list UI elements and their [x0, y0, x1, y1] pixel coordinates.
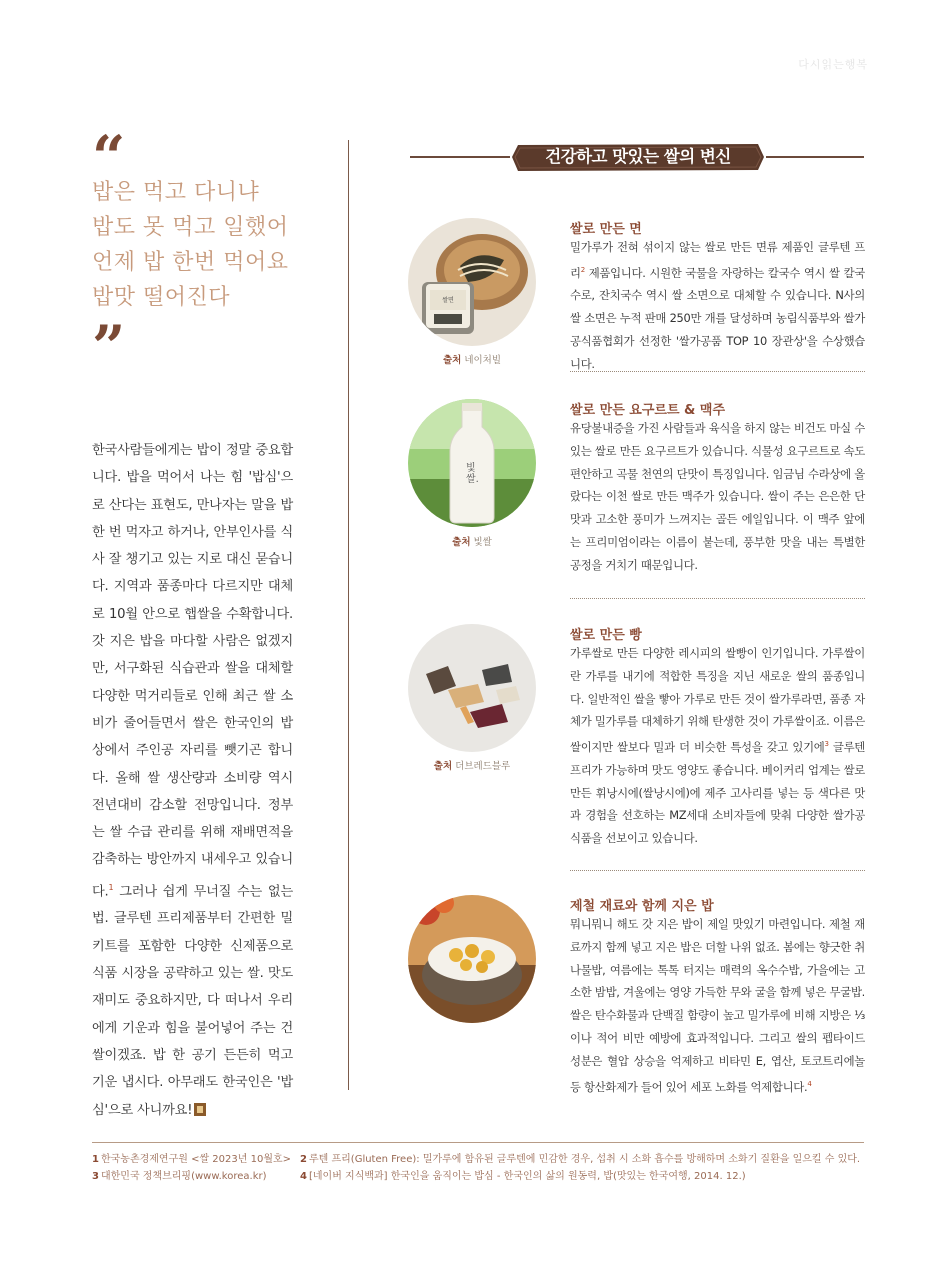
image-credit [408, 758, 536, 772]
section-title: 쌀로 만든 요구르트 & 맥주 [570, 403, 726, 418]
credit-source: 더브레드블루 [455, 761, 511, 772]
section-divider [570, 598, 865, 599]
bottle-image [408, 399, 536, 527]
footnote-text: 대한민국 정책브리핑(www.korea.kr) [100, 1171, 267, 1182]
credit-label: 출처 [452, 537, 471, 548]
footnote-ref: 2 [580, 265, 585, 274]
footnote-ref: 1 [108, 882, 114, 892]
banner-rule-left [410, 156, 510, 158]
intro-paragraph-2: 그러나 쉽게 무너질 수는 없는 법. 글루텐 프리제품부터 간편한 밀키트를 포함한 다양한 신제품으로 식품 시장을 공략하고 있는 쌀. 맛도 재미도 중요하지만, 다 떠나서 우리에게 기운과 힘을 불어넣어 주는 건 쌀이겠죠. 밥 한 공기 든든히 먹고 기운 냅시다. 아무래도 한국인은 '밥심'으로 사니까요! [92, 884, 293, 1118]
credit-label: 출처 [442, 355, 462, 366]
body-text-2: 제품입니다. 시원한 국물을 자랑하는 칼국수 역시 쌀 칼국수로, 잔치국수 역시 쌀 소면으로 대체할 수 있습니다. N사의 쌀 소면은 누적 판매 250만 개를 달성하며 농림식품부와 쌀가공식품협회가 선정한 '쌀가공품 TOP 10 장관상'을 수상했습니다. [570, 265, 865, 371]
footnote-number: 4 [300, 1171, 307, 1182]
footnote-item [92, 1151, 300, 1168]
footnote-number: 3 [92, 1171, 99, 1182]
intro-paragraph: 한국사람들에게는 밥이 정말 중요합니다. 밥을 먹어서 나는 힘 '밥심'으로 산다는 표현도, 만나자는 말을 밥 한 번 먹자고 하거나, 안부인사를 식사 잘 챙기고 있는 지로 대신 묻습니다. 지역과 품종마다 다르지만 대체로 10월 안으로 햅쌀을 수확합니다. 갓 지은 밥을 마다할 사람은 없겠지만, 서구화된 식습관과 쌀을 대체할 다양한 먹거리들로 인해 최근 쌀 소비가 줄어들면서 쌀은 한국인의 밥상에서 주인공 자리를 뺏기곤 합니다. 올해 쌀 생산량과 소비량 역시 전년대비 감소할 전망입니다. 정부는 쌀 수급 관리를 위해 재배면적을 감축하는 방안까지 내세우고 있습니다. [92, 443, 293, 900]
footnote-text: 루텐 프리(Gluten Free): 밀가루에 함유된 글루텐에 민감한 경우, 섭취 시 소화 흡수를 방해하며 소화기 질환을 일으킬 수 있다. [308, 1154, 861, 1165]
footnote-ref: 3 [824, 740, 829, 749]
footnote-item [300, 1168, 864, 1185]
column-divider [348, 140, 349, 1090]
poem-line: 밥맛 떨어진다 [92, 285, 231, 310]
poem-line: 밥도 못 먹고 일했어 [92, 215, 289, 240]
banner-title: 건강하고 맛있는 쌀의 변신 [545, 147, 731, 166]
chestnut-rice-image [408, 895, 536, 1023]
section-divider [570, 371, 865, 372]
close-quote-icon: ” [92, 313, 126, 381]
poem-line: 밥은 먹고 다니냐 [92, 180, 260, 205]
bread-image [408, 624, 536, 752]
footnote-text: 한국농촌경제연구원 <쌀 2023년 10월호> [100, 1154, 292, 1165]
footnotes [92, 1142, 864, 1185]
footnote-item [92, 1168, 300, 1185]
end-mark-icon [194, 1103, 206, 1116]
section-title: 제철 재료와 함께 지은 밥 [570, 899, 714, 914]
banner [510, 141, 766, 173]
intro-text [92, 437, 293, 1124]
section-divider [570, 870, 865, 871]
image-credit [408, 534, 536, 548]
credit-source: 네이처빌 [464, 355, 502, 366]
header-mark: 다시읽는행복 [798, 58, 868, 71]
credit-source: 빛쌀 [473, 537, 492, 548]
section-title: 쌀로 만든 빵 [570, 628, 642, 643]
section-body [570, 236, 865, 376]
poem [92, 175, 332, 315]
body-text-2: 글루텐 프리가 가능하며 맛도 영양도 좋습니다. 베이커리 업계는 쌀로 만든 휘낭시에(쌀낭시에)에 제주 고사리를 넣는 등 색다른 맛과 경험을 선호하는 MZ세대 소비자들에 맞춰 다양한 쌀가공식품을 선보이고 있습니다. [570, 739, 865, 846]
footnote-ref: 4 [807, 1079, 812, 1088]
body-text: 뭐니뭐니 해도 갓 지은 밥이 제일 맛있기 마련입니다. 제철 재료까지 함께 넣고 지은 밥은 더할 나위 없죠. 봄에는 향긋한 취나물밥, 여름에는 톡톡 터지는 매력의 옥수수밥, 가을에는 고소한 밤밥, 겨울에는 영양 가득한 무와 굴을 함께 넣은 무굴밥. 쌀은 탄수화물과 단백질 함량이 높고 밀가루에 비해 지방은 ⅓이나 적어 비만 예방에 효과적입니다. 그리고 쌀의 펩타이드 성분은 혈압 상승을 억제하고 비타민 E, 엽산, 토코트리에놀 등 항산화제가 들어 있어 세포 노화를 억제합니다. [570, 917, 865, 1094]
svg-text:쌀면: 쌀면 [442, 297, 454, 304]
bottle-label: 빛쌀. [466, 463, 479, 485]
image-credit [408, 352, 536, 366]
open-quote-icon: “ [92, 123, 126, 191]
body-text: 가루쌀로 만든 다양한 레시피의 쌀빵이 인기입니다. 가루쌀이란 가루를 내기에 적합한 특징을 지닌 새로운 쌀의 품종입니다. 일반적인 쌀을 빻아 가루로 만든 것이 쌀가루라면, 품종 자체가 밀가루를 대체하기 위해 탄생한 것이 가루쌀이죠. 이름은 쌀이지만 쌀보다 밀과 더 비슷한 특성을 갖고 있기에 [570, 646, 865, 754]
body-text: 밀가루가 전혀 섞이지 않는 쌀로 만든 면류 제품인 글루텐 프리 [570, 240, 865, 280]
credit-label: 출처 [433, 761, 453, 772]
noodle-image [408, 218, 536, 346]
banner-rule-right [766, 156, 864, 158]
poem-line: 언제 밥 한번 먹어요 [92, 250, 289, 275]
section-body [570, 642, 865, 850]
section-title: 쌀로 만든 면 [570, 222, 642, 237]
footnote-text: [네이버 지식백과] 한국인을 움직이는 밥심 - 한국인의 삶의 원동력, 밥(맛있는 한국여행, 2014. 12.) [308, 1171, 746, 1182]
section-body: 유당불내증을 가진 사람들과 육식을 하지 않는 비건도 마실 수 있는 쌀로 만든 요구르트가 있습니다. 식물성 요구르트로 속도 편안하고 곡물 천연의 단맛이 특징입니다. 임금님 수라상에 올랐다는 이천 쌀로 만든 맥주가 있습니다. 쌀이 주는 은은한 단맛과 고소한 풍미가 느껴지는 골든 에일입니다. 이 맥주 앞에는 프리미엄이라는 이름이 붙는데, 풍부한 맛을 내는 특별한 공정을 거치기 때문입니다. [570, 421, 865, 572]
footnote-number: 1 [92, 1154, 99, 1165]
footnote-number: 2 [300, 1154, 307, 1165]
footnote-item [300, 1151, 864, 1168]
section-body [570, 913, 865, 1098]
